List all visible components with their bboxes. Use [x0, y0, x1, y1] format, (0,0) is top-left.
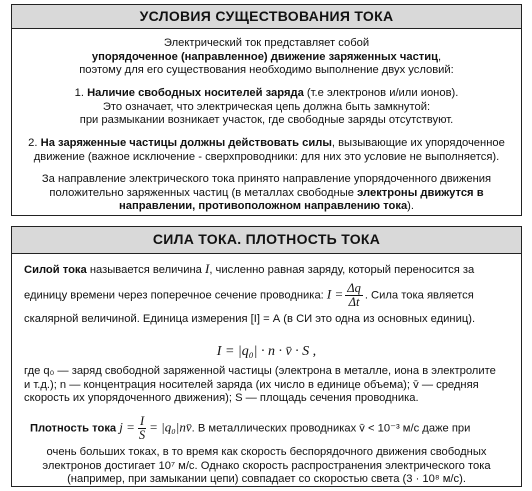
intro-line-1: Электрический ток представляет собой: [163, 37, 370, 49]
density-fraction: $\frac{I}{S}$: [138, 414, 146, 443]
current-definition: Силой тока называется величина I, численно равная заряду, который переносится за единицу времени через поперечное сечение проводника: I = $\frac{\Delta q}{\Delta t}$ . Сила тока является скалярной величиной. Единица измерения [I] = А (в СИ это одна из основных единиц).: [24, 261, 476, 325]
current-term: Силой тока: [24, 264, 87, 276]
current-panel: [11, 226, 522, 487]
density-term: Плотность тока: [30, 422, 117, 435]
intro-line-3: поэтому для его существования необходимо выполнение двух условий:: [79, 64, 454, 77]
current-density: Плотность тока j = $\frac{I}{S}$ = |q₀|nv̄. В металлических проводниках v̄ < 10⁻³ м/с даже при: [30, 414, 471, 443]
condition-1-title: Наличие свободных носителей заряда: [87, 87, 304, 99]
condition-2: 2. На заряженные частицы должны действовать силы, вызывающие их упорядоченное движение (важное исключение - сверхпроводники: для них это условие не выполняется).: [28, 137, 505, 163]
conditions-panel: [11, 4, 522, 216]
formula-legend: где q₀ — заряд свободной заряженной частицы (электрона в металле, иона в электролите и т.д.); n — концентрация носителей заряда (их число в единице объема); v̄ — средняя скорость их упорядоченного движения); S — площадь сечения проводника.: [24, 365, 496, 405]
current-fraction: $\frac{\Delta q}{\Delta t}$: [347, 280, 361, 309]
condition-1: 1. Наличие свободных носителей заряда (т.е электронов и/или ионов). Это означает, что электрическая цепь должна быть замкнутой: при размыкании возникает участок, где свободные заряды отсутствуют.: [74, 87, 459, 127]
condition-2-title: На заряженные частицы должны действовать силы: [40, 137, 332, 149]
intro-key-phrase: упорядоченное (направленное) движение заряженных частиц: [91, 50, 439, 63]
intro-paragraph: Электрический ток представляет собой упорядоченное (направленное) движение заряженных частиц, поэтому для его существования необходимо выполнение двух условий:: [12, 37, 521, 78]
direction-paragraph: За направление электрического тока принято направление упорядоченного движения положительно заряженных частиц (в металлах свободные электроны движутся в направлении, противоположном направлению тока).: [41, 173, 492, 213]
current-title: СИЛА ТОКА. ПЛОТНОСТЬ ТОКА: [12, 227, 521, 254]
conditions-title: УСЛОВИЯ СУЩЕСТВОВАНИЯ ТОКА: [12, 5, 521, 29]
density-explanation: очень больших токах, в то время как скорость беспорядочного движения свободных электронов достигает 10⁷ м/с. Однако скорость распространения электрического тока (например, при замыкании цепи) совпадает со скоростью света (3 · 10⁸ м/с).: [42, 446, 491, 486]
current-formula: I = |q₀| · n · v̄ · S ,: [216, 344, 317, 359]
